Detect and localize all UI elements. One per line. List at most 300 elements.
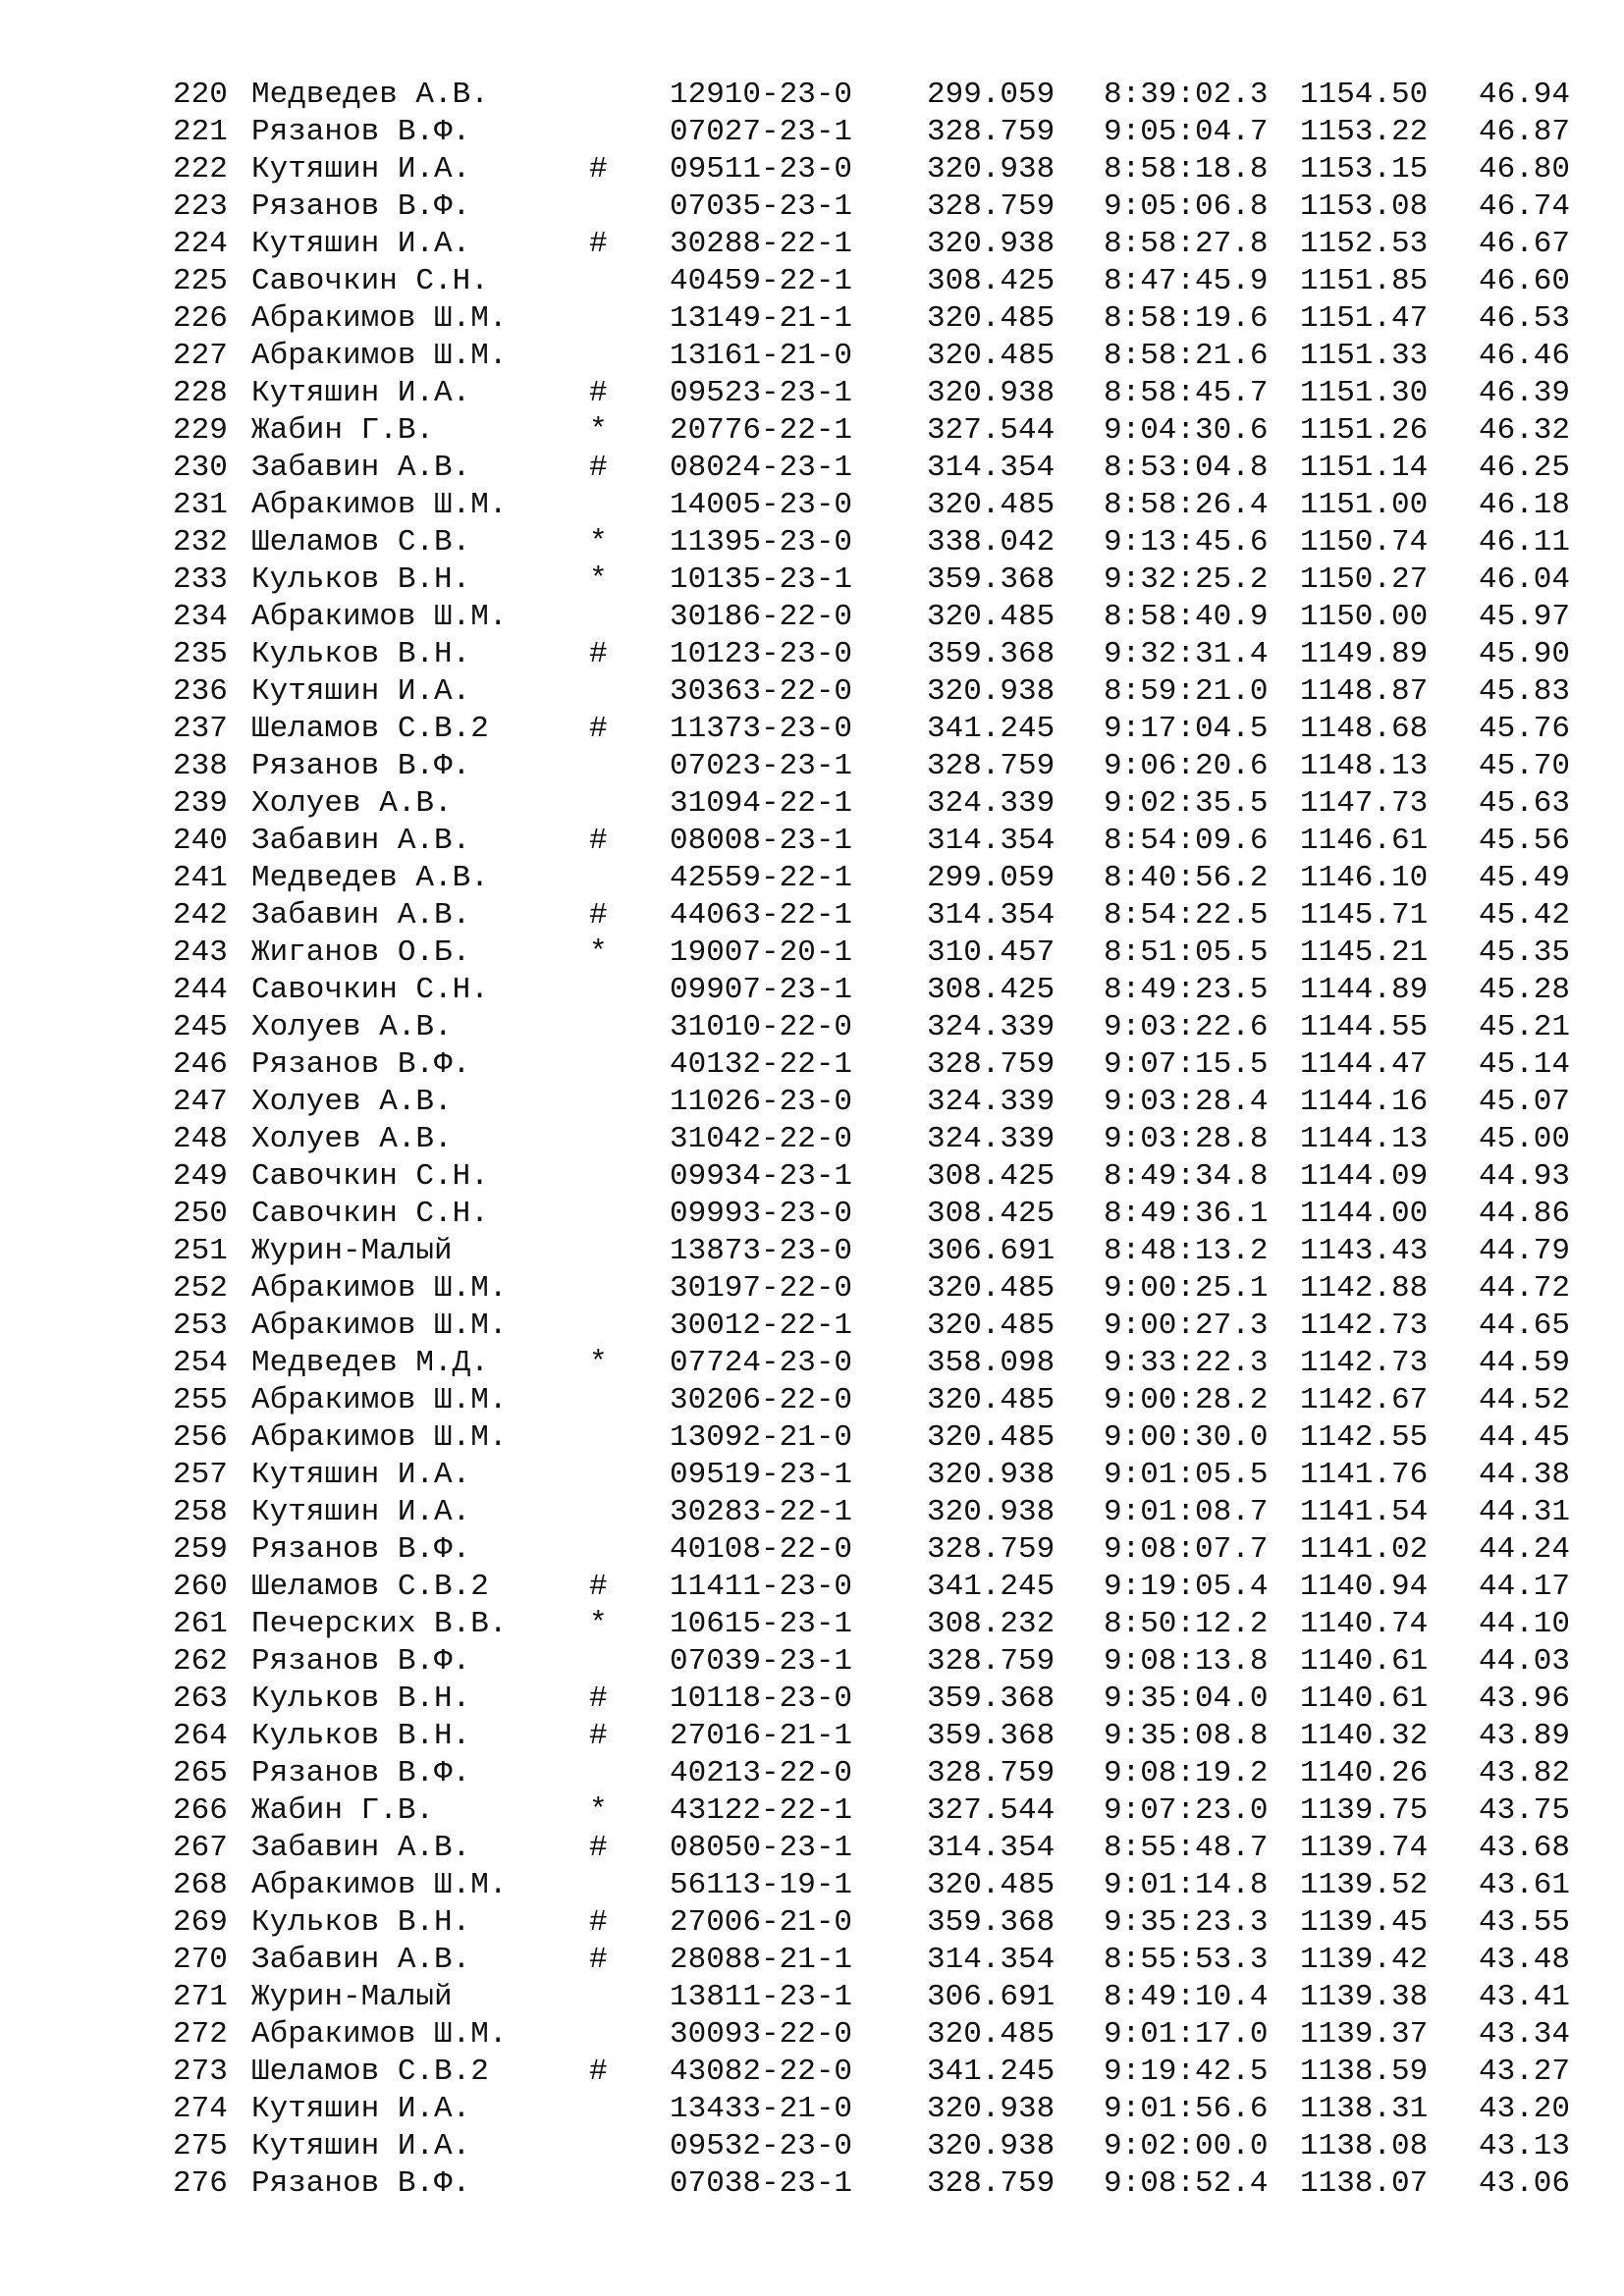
score-value: 43.96 [1479,1682,1571,1716]
owner-name: Савочкин С.Н. [251,1197,489,1231]
owner-name: Рязанов В.Ф. [251,115,471,149]
result-row [173,2054,1587,2091]
arrival-time: 9:35:04.0 [1104,1682,1269,1716]
score-value: 44.79 [1479,1234,1571,1268]
score-value: 45.56 [1479,824,1571,858]
result-row [173,151,1587,188]
ring-number: 30206-22-0 [670,1383,853,1417]
speed-value: 1151.33 [1300,339,1429,373]
result-number: 259 [173,1532,228,1567]
ring-number: 09511-23-0 [670,152,853,187]
owner-name: Кульков В.Н. [251,1905,471,1940]
distance-value: 324.339 [927,1010,1056,1044]
score-value: 44.31 [1479,1495,1571,1529]
owner-name: Абракимов Ш.М. [251,2017,508,2052]
status-mark: # [589,2055,608,2089]
distance-value: 308.425 [927,1159,1056,1194]
ring-number: 11395-23-0 [670,525,853,560]
owner-name: Медведев М.Д. [251,1346,489,1380]
distance-value: 327.544 [927,413,1056,448]
result-number: 256 [173,1420,228,1455]
result-number: 261 [173,1607,228,1641]
result-row [173,2016,1587,2054]
status-mark: # [589,1831,608,1865]
status-mark: # [589,1943,608,1977]
speed-value: 1151.30 [1300,376,1429,410]
result-row [173,1792,1587,1830]
ring-number: 56113-19-1 [670,1868,853,1902]
result-row [173,1009,1587,1046]
ring-number: 09907-23-1 [670,973,853,1007]
ring-number: 30363-22-0 [670,674,853,709]
result-number: 255 [173,1383,228,1417]
result-row [173,2165,1587,2203]
arrival-time: 8:49:36.1 [1104,1197,1269,1231]
score-value: 45.07 [1479,1085,1571,1119]
speed-value: 1148.68 [1300,712,1429,746]
score-value: 44.93 [1479,1159,1571,1194]
ring-number: 40108-22-0 [670,1532,853,1567]
speed-value: 1152.53 [1300,227,1429,261]
status-mark: * [589,1346,608,1380]
speed-value: 1144.00 [1300,1197,1429,1231]
ring-number: 07027-23-1 [670,115,853,149]
result-row [173,1457,1587,1494]
owner-name: Кутяшин И.А. [251,152,471,187]
speed-value: 1138.07 [1300,2166,1429,2201]
result-number: 274 [173,2092,228,2126]
ring-number: 40132-22-1 [670,1047,853,1082]
result-row [173,561,1587,599]
arrival-time: 8:58:40.9 [1104,600,1269,634]
distance-value: 308.425 [927,264,1056,298]
result-number: 223 [173,189,228,224]
owner-name: Абракимов Ш.М. [251,600,508,634]
arrival-time: 8:40:56.2 [1104,861,1269,895]
result-row [173,226,1587,263]
score-value: 46.11 [1479,525,1571,560]
arrival-time: 8:54:22.5 [1104,898,1269,933]
distance-value: 320.485 [927,2017,1056,2052]
owner-name: Жабин Г.В. [251,1793,435,1828]
owner-name: Холуев А.В. [251,1085,453,1119]
status-mark: * [589,525,608,560]
score-value: 44.59 [1479,1346,1571,1380]
ring-number: 30093-22-0 [670,2017,853,2052]
arrival-time: 9:00:25.1 [1104,1271,1269,1306]
score-value: 45.76 [1479,712,1571,746]
owner-name: Медведев А.В. [251,78,489,112]
arrival-time: 8:58:27.8 [1104,227,1269,261]
arrival-time: 9:01:05.5 [1104,1458,1269,1492]
result-number: 269 [173,1905,228,1940]
speed-value: 1139.74 [1300,1831,1429,1865]
distance-value: 324.339 [927,1122,1056,1156]
result-number: 236 [173,674,228,709]
arrival-time: 9:32:31.4 [1104,637,1269,671]
speed-value: 1142.73 [1300,1308,1429,1343]
score-value: 43.48 [1479,1943,1571,1977]
status-mark: # [589,1682,608,1716]
score-value: 46.87 [1479,115,1571,149]
owner-name: Рязанов В.Ф. [251,189,471,224]
score-value: 44.65 [1479,1308,1571,1343]
result-number: 272 [173,2017,228,2052]
distance-value: 299.059 [927,78,1056,112]
result-number: 263 [173,1682,228,1716]
speed-value: 1153.15 [1300,152,1429,187]
score-value: 43.68 [1479,1831,1571,1865]
arrival-time: 9:13:45.6 [1104,525,1269,560]
speed-value: 1142.73 [1300,1346,1429,1380]
ring-number: 30012-22-1 [670,1308,853,1343]
arrival-time: 9:33:22.3 [1104,1346,1269,1380]
score-value: 45.21 [1479,1010,1571,1044]
ring-number: 28088-21-1 [670,1943,853,1977]
result-row [173,77,1587,114]
distance-value: 359.368 [927,1682,1056,1716]
owner-name: Рязанов В.Ф. [251,2166,471,2201]
ring-number: 10615-23-1 [670,1607,853,1641]
ring-number: 30197-22-0 [670,1271,853,1306]
result-row [173,1867,1587,1904]
distance-value: 320.938 [927,152,1056,187]
ring-number: 08050-23-1 [670,1831,853,1865]
status-mark: # [589,712,608,746]
result-number: 257 [173,1458,228,1492]
arrival-time: 9:32:25.2 [1104,562,1269,597]
speed-value: 1138.59 [1300,2055,1429,2089]
ring-number: 13811-23-1 [670,1980,853,2014]
score-value: 46.53 [1479,301,1571,336]
owner-name: Савочкин С.Н. [251,973,489,1007]
arrival-time: 8:58:19.6 [1104,301,1269,336]
score-value: 45.28 [1479,973,1571,1007]
ring-number: 09993-23-0 [670,1197,853,1231]
result-row [173,114,1587,151]
owner-name: Кутяшин И.А. [251,227,471,261]
distance-value: 359.368 [927,562,1056,597]
speed-value: 1151.85 [1300,264,1429,298]
result-number: 250 [173,1197,228,1231]
status-mark: * [589,562,608,597]
speed-value: 1142.55 [1300,1420,1429,1455]
owner-name: Савочкин С.Н. [251,264,489,298]
result-row [173,412,1587,450]
speed-value: 1140.74 [1300,1607,1429,1641]
distance-value: 320.938 [927,1458,1056,1492]
result-row [173,1196,1587,1233]
ring-number: 11411-23-0 [670,1570,853,1604]
owner-name: Рязанов В.Ф. [251,749,471,783]
result-number: 246 [173,1047,228,1082]
ring-number: 30288-22-1 [670,227,853,261]
result-row [173,1308,1587,1345]
score-value: 43.06 [1479,2166,1571,2201]
arrival-time: 9:01:14.8 [1104,1868,1269,1902]
ring-number: 27006-21-0 [670,1905,853,1940]
distance-value: 341.245 [927,712,1056,746]
owner-name: Кульков В.Н. [251,562,471,597]
distance-value: 320.485 [927,488,1056,522]
owner-name: Абракимов Ш.М. [251,1308,508,1343]
owner-name: Журин-Малый [251,1980,453,2014]
speed-value: 1144.09 [1300,1159,1429,1194]
arrival-time: 8:58:26.4 [1104,488,1269,522]
owner-name: Кутяшин И.А. [251,1495,471,1529]
result-row [173,375,1587,412]
distance-value: 341.245 [927,1570,1056,1604]
result-number: 241 [173,861,228,895]
status-mark: # [589,1719,608,1753]
distance-value: 320.485 [927,339,1056,373]
owner-name: Рязанов В.Ф. [251,1047,471,1082]
arrival-time: 9:03:28.8 [1104,1122,1269,1156]
result-row [173,972,1587,1009]
result-row [173,487,1587,524]
distance-value: 341.245 [927,2055,1056,2089]
status-mark: * [589,1607,608,1641]
result-number: 240 [173,824,228,858]
owner-name: Кутяшин И.А. [251,674,471,709]
score-value: 43.75 [1479,1793,1571,1828]
distance-value: 324.339 [927,1085,1056,1119]
distance-value: 320.485 [927,1271,1056,1306]
result-number: 224 [173,227,228,261]
result-row [173,1382,1587,1419]
speed-value: 1138.08 [1300,2129,1429,2163]
result-number: 242 [173,898,228,933]
status-mark: # [589,898,608,933]
arrival-time: 9:07:23.0 [1104,1793,1269,1828]
distance-value: 328.759 [927,2166,1056,2201]
speed-value: 1139.45 [1300,1905,1429,1940]
owner-name: Кутяшин И.А. [251,1458,471,1492]
arrival-time: 9:03:28.4 [1104,1085,1269,1119]
result-number: 273 [173,2055,228,2089]
ring-number: 13161-21-0 [670,339,853,373]
score-value: 44.72 [1479,1271,1571,1306]
score-value: 44.45 [1479,1420,1571,1455]
speed-value: 1145.21 [1300,935,1429,970]
owner-name: Забавин А.В. [251,451,471,485]
result-number: 239 [173,786,228,821]
score-value: 46.04 [1479,562,1571,597]
arrival-time: 8:55:48.7 [1104,1831,1269,1865]
owner-name: Холуев А.В. [251,786,453,821]
ring-number: 40459-22-1 [670,264,853,298]
speed-value: 1140.61 [1300,1682,1429,1716]
distance-value: 359.368 [927,637,1056,671]
distance-value: 324.339 [927,786,1056,821]
speed-value: 1150.00 [1300,600,1429,634]
arrival-time: 9:35:23.3 [1104,1905,1269,1940]
arrival-time: 9:08:13.8 [1104,1644,1269,1679]
owner-name: Шеламов С.В.2 [251,712,489,746]
result-row [173,636,1587,673]
distance-value: 314.354 [927,824,1056,858]
speed-value: 1151.14 [1300,451,1429,485]
arrival-time: 8:54:09.6 [1104,824,1269,858]
speed-value: 1143.43 [1300,1234,1429,1268]
result-number: 266 [173,1793,228,1828]
score-value: 44.03 [1479,1644,1571,1679]
result-number: 270 [173,1943,228,1977]
speed-value: 1146.61 [1300,824,1429,858]
arrival-time: 8:58:18.8 [1104,152,1269,187]
distance-value: 328.759 [927,115,1056,149]
speed-value: 1141.76 [1300,1458,1429,1492]
distance-value: 308.232 [927,1607,1056,1641]
owner-name: Абракимов Ш.М. [251,339,508,373]
distance-value: 328.759 [927,1756,1056,1790]
result-number: 254 [173,1346,228,1380]
arrival-time: 8:50:12.2 [1104,1607,1269,1641]
owner-name: Шеламов С.В.2 [251,2055,489,2089]
distance-value: 306.691 [927,1980,1056,2014]
result-row [173,823,1587,860]
result-row [173,1569,1587,1606]
result-row [173,300,1587,338]
result-row [173,1046,1587,1084]
distance-value: 314.354 [927,898,1056,933]
owner-name: Жиганов О.Б. [251,935,471,970]
distance-value: 358.098 [927,1346,1056,1380]
distance-value: 314.354 [927,1831,1056,1865]
distance-value: 327.544 [927,1793,1056,1828]
ring-number: 44063-22-1 [670,898,853,933]
result-row [173,1419,1587,1457]
speed-value: 1141.54 [1300,1495,1429,1529]
score-value: 46.46 [1479,339,1571,373]
ring-number: 07724-23-0 [670,1346,853,1380]
result-row [173,338,1587,375]
result-number: 275 [173,2129,228,2163]
arrival-time: 9:01:56.6 [1104,2092,1269,2126]
status-mark: * [589,935,608,970]
ring-number: 43082-22-0 [670,2055,853,2089]
owner-name: Забавин А.В. [251,898,471,933]
result-number: 220 [173,78,228,112]
result-row [173,748,1587,785]
score-value: 46.67 [1479,227,1571,261]
result-number: 228 [173,376,228,410]
score-value: 43.89 [1479,1719,1571,1753]
status-mark: # [589,227,608,261]
speed-value: 1144.47 [1300,1047,1429,1082]
status-mark: # [589,1905,608,1940]
distance-value: 320.485 [927,1420,1056,1455]
status-mark: # [589,1570,608,1604]
speed-value: 1147.73 [1300,786,1429,821]
distance-value: 338.042 [927,525,1056,560]
distance-value: 320.485 [927,600,1056,634]
result-row [173,1718,1587,1755]
arrival-time: 9:19:42.5 [1104,2055,1269,2089]
arrival-time: 9:00:30.0 [1104,1420,1269,1455]
speed-value: 1144.89 [1300,973,1429,1007]
result-row [173,1643,1587,1681]
ring-number: 13873-23-0 [670,1234,853,1268]
result-number: 229 [173,413,228,448]
result-number: 260 [173,1570,228,1604]
result-number: 262 [173,1644,228,1679]
score-value: 43.13 [1479,2129,1571,2163]
distance-value: 320.938 [927,674,1056,709]
distance-value: 314.354 [927,451,1056,485]
speed-value: 1150.74 [1300,525,1429,560]
result-number: 249 [173,1159,228,1194]
distance-value: 310.457 [927,935,1056,970]
speed-value: 1145.71 [1300,898,1429,933]
score-value: 45.90 [1479,637,1571,671]
score-value: 44.52 [1479,1383,1571,1417]
arrival-time: 9:35:08.8 [1104,1719,1269,1753]
distance-value: 328.759 [927,1644,1056,1679]
result-number: 231 [173,488,228,522]
score-value: 46.18 [1479,488,1571,522]
ring-number: 30283-22-1 [670,1495,853,1529]
result-number: 244 [173,973,228,1007]
speed-value: 1139.75 [1300,1793,1429,1828]
result-row [173,1531,1587,1569]
distance-value: 320.485 [927,301,1056,336]
owner-name: Кульков В.Н. [251,1719,471,1753]
ring-number: 11026-23-0 [670,1085,853,1119]
score-value: 45.63 [1479,786,1571,821]
owner-name: Кутяшин И.А. [251,2092,471,2126]
result-row [173,1158,1587,1196]
distance-value: 308.425 [927,1197,1056,1231]
result-number: 276 [173,2166,228,2201]
result-number: 221 [173,115,228,149]
result-number: 252 [173,1271,228,1306]
result-row [173,1345,1587,1382]
owner-name: Абракимов Ш.М. [251,1868,508,1902]
arrival-time: 9:02:00.0 [1104,2129,1269,2163]
speed-value: 1148.87 [1300,674,1429,709]
owner-name: Кульков В.Н. [251,637,471,671]
arrival-time: 9:00:27.3 [1104,1308,1269,1343]
ring-number: 09519-23-1 [670,1458,853,1492]
score-value: 45.14 [1479,1047,1571,1082]
distance-value: 328.759 [927,749,1056,783]
ring-number: 20776-22-1 [670,413,853,448]
ring-number: 27016-21-1 [670,1719,853,1753]
result-number: 267 [173,1831,228,1865]
result-number: 233 [173,562,228,597]
speed-value: 1140.61 [1300,1644,1429,1679]
arrival-time: 9:17:04.5 [1104,712,1269,746]
distance-value: 320.938 [927,376,1056,410]
arrival-time: 8:58:21.6 [1104,339,1269,373]
result-number: 222 [173,152,228,187]
arrival-time: 9:19:05.4 [1104,1570,1269,1604]
result-number: 232 [173,525,228,560]
ring-number: 31042-22-0 [670,1122,853,1156]
arrival-time: 9:08:07.7 [1104,1532,1269,1567]
score-value: 43.34 [1479,2017,1571,2052]
speed-value: 1138.31 [1300,2092,1429,2126]
score-value: 46.94 [1479,78,1571,112]
result-number: 226 [173,301,228,336]
ring-number: 30186-22-0 [670,600,853,634]
ring-number: 10118-23-0 [670,1682,853,1716]
owner-name: Забавин А.В. [251,824,471,858]
speed-value: 1144.55 [1300,1010,1429,1044]
score-value: 43.55 [1479,1905,1571,1940]
distance-value: 299.059 [927,861,1056,895]
